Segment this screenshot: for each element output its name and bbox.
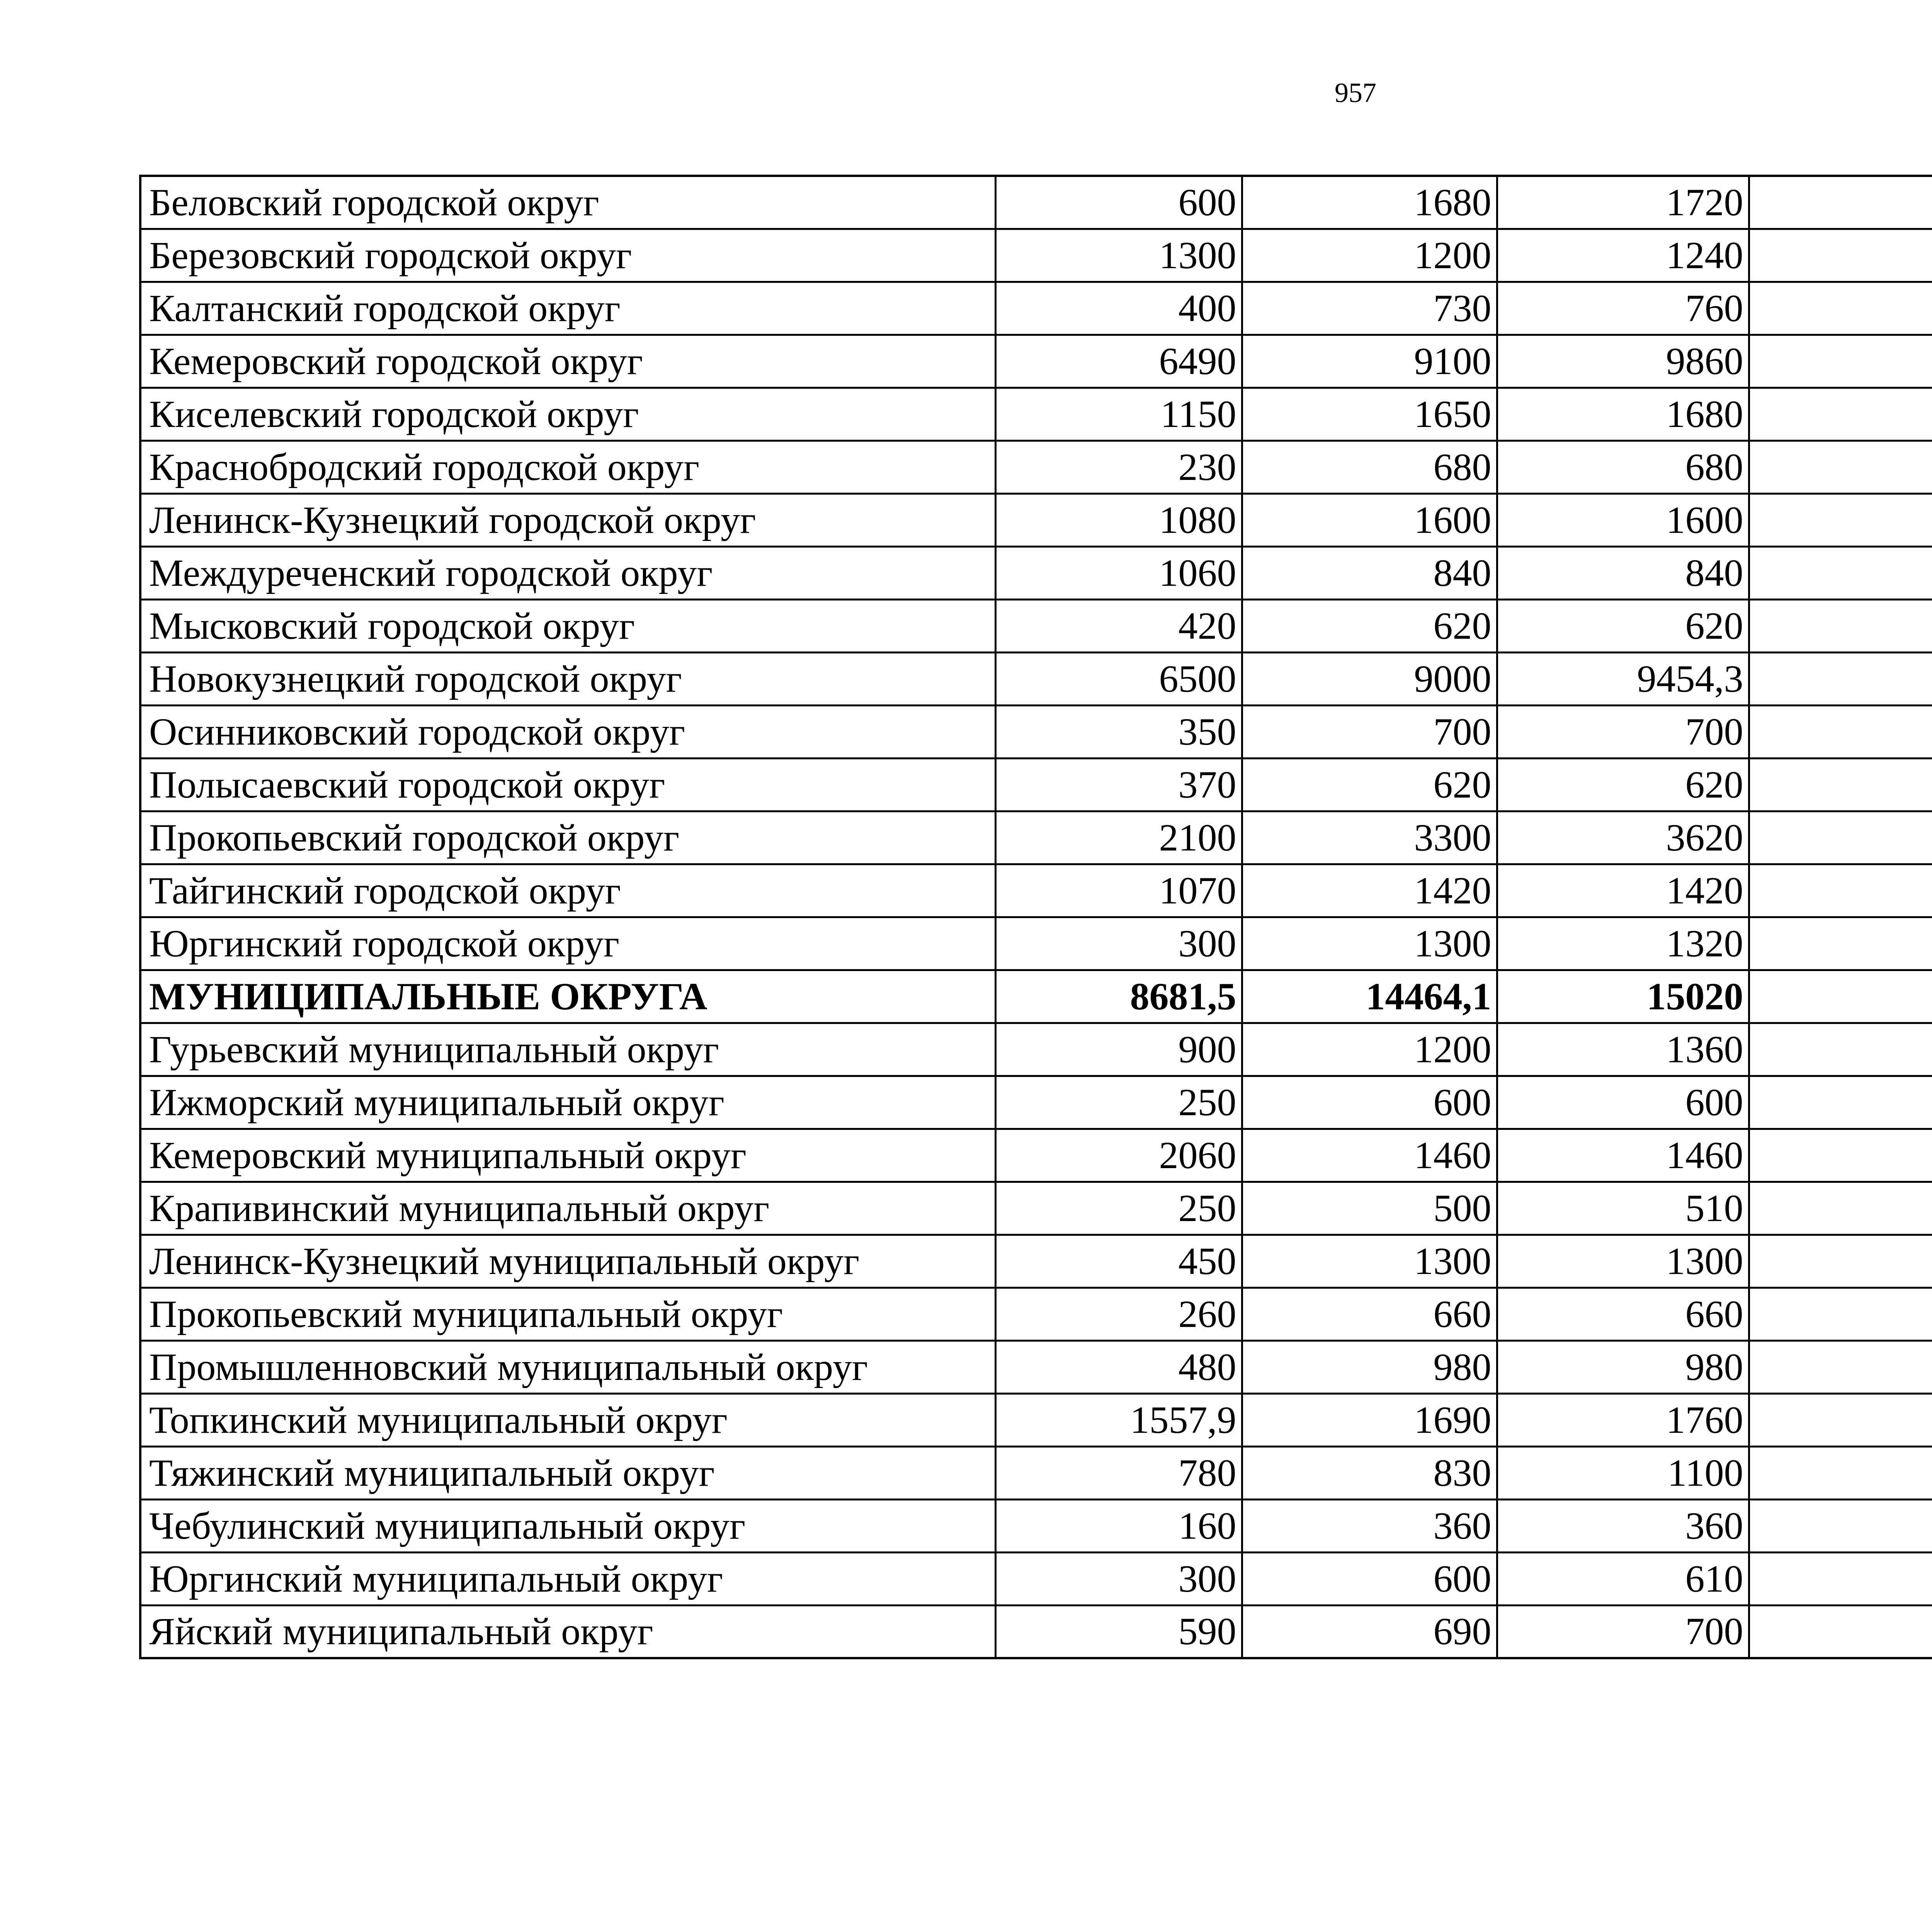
value-cell-col1: 450 bbox=[995, 1235, 1242, 1288]
value-cell-col3: 1240 bbox=[1497, 229, 1749, 282]
value-cell-col1: 250 bbox=[995, 1076, 1242, 1129]
table-row bbox=[140, 599, 1932, 652]
value-cell-col4 bbox=[1749, 229, 1932, 282]
value-cell-col1: 1557,9 bbox=[995, 1393, 1242, 1446]
value-cell-col2: 3300 bbox=[1242, 811, 1497, 864]
value-cell-col2: 600 bbox=[1242, 1076, 1497, 1129]
table-row bbox=[140, 864, 1932, 917]
value-cell-col3: 610 bbox=[1497, 1552, 1749, 1605]
table-row bbox=[140, 1340, 1932, 1393]
table-row bbox=[140, 1446, 1932, 1499]
value-cell-col2: 500 bbox=[1242, 1182, 1497, 1235]
value-cell-col1: 6490 bbox=[995, 335, 1242, 388]
value-cell-col2: 1460 bbox=[1242, 1129, 1497, 1182]
value-cell-col3: 840 bbox=[1497, 546, 1749, 599]
value-cell-col4 bbox=[1749, 1023, 1932, 1076]
table-row bbox=[140, 388, 1932, 441]
value-cell-col3: 620 bbox=[1497, 758, 1749, 811]
value-cell-col3: 1360 bbox=[1497, 1023, 1749, 1076]
page-number: 957 bbox=[1335, 77, 1376, 108]
value-cell-col1: 420 bbox=[995, 599, 1242, 652]
value-cell-col1: 900 bbox=[995, 1023, 1242, 1076]
value-cell-col2: 1300 bbox=[1242, 917, 1497, 970]
value-cell-col2: 620 bbox=[1242, 758, 1497, 811]
value-cell-col2: 1200 bbox=[1242, 229, 1497, 282]
value-cell-col2: 680 bbox=[1242, 441, 1497, 493]
value-cell-col1: 780 bbox=[995, 1446, 1242, 1499]
table-row bbox=[140, 1393, 1932, 1446]
table-row bbox=[140, 758, 1932, 811]
value-cell-col2: 1420 bbox=[1242, 864, 1497, 917]
table-row bbox=[140, 1129, 1932, 1182]
value-cell-col2: 1300 bbox=[1242, 1235, 1497, 1288]
value-cell-col4 bbox=[1749, 811, 1932, 864]
value-cell-col2: 1200 bbox=[1242, 1023, 1497, 1076]
value-cell-col2: 1680 bbox=[1242, 176, 1497, 229]
value-cell-col3: 760 bbox=[1497, 282, 1749, 335]
table-row bbox=[140, 1023, 1932, 1076]
value-cell-col4 bbox=[1749, 599, 1932, 652]
value-cell-col3: 1680 bbox=[1497, 388, 1749, 441]
value-cell-col2: 600 bbox=[1242, 1552, 1497, 1605]
row-name-cell: Ижморский муниципальный округ bbox=[140, 1076, 995, 1129]
value-cell-col3: 510 bbox=[1497, 1182, 1749, 1235]
row-name-cell: Ленинск-Кузнецкий муниципальный округ bbox=[140, 1235, 995, 1288]
value-cell-col3: 360 bbox=[1497, 1499, 1749, 1552]
value-cell-col3: 700 bbox=[1497, 1605, 1749, 1658]
value-cell-col2: 9100 bbox=[1242, 335, 1497, 388]
value-cell-col2: 840 bbox=[1242, 546, 1497, 599]
section-row bbox=[140, 970, 1932, 1023]
row-name-cell: Чебулинский муниципальный округ bbox=[140, 1499, 995, 1552]
table-row bbox=[140, 917, 1932, 970]
value-cell-col4 bbox=[1749, 1499, 1932, 1552]
value-cell-col2: 1690 bbox=[1242, 1393, 1497, 1446]
value-cell-col3: 980 bbox=[1497, 1340, 1749, 1393]
value-cell-col1: 350 bbox=[995, 705, 1242, 758]
table-row bbox=[140, 1076, 1932, 1129]
table-row bbox=[140, 176, 1932, 229]
row-name-cell: Тайгинский городской округ bbox=[140, 864, 995, 917]
row-name-cell: Яйский муниципальный округ bbox=[140, 1605, 995, 1658]
value-cell-col3: 1460 bbox=[1497, 1129, 1749, 1182]
value-cell-col1: 1070 bbox=[995, 864, 1242, 917]
value-cell-col4 bbox=[1749, 1076, 1932, 1129]
value-cell-col1: 6500 bbox=[995, 652, 1242, 705]
value-cell-col3: 700 bbox=[1497, 705, 1749, 758]
value-cell-col2: 1600 bbox=[1242, 493, 1497, 546]
value-cell-col4 bbox=[1749, 705, 1932, 758]
row-name-cell: Гурьевский муниципальный округ bbox=[140, 1023, 995, 1076]
value-cell-col1: 160 bbox=[995, 1499, 1242, 1552]
table-row bbox=[140, 1552, 1932, 1605]
table-row bbox=[140, 1605, 1932, 1658]
value-cell-col3: 1720 bbox=[1497, 176, 1749, 229]
value-cell-col4 bbox=[1749, 864, 1932, 917]
value-cell-col2: 14464,1 bbox=[1242, 970, 1497, 1023]
row-name-cell: Полысаевский городской округ bbox=[140, 758, 995, 811]
value-cell-col2: 700 bbox=[1242, 705, 1497, 758]
value-cell-col3: 620 bbox=[1497, 599, 1749, 652]
table-row bbox=[140, 1235, 1932, 1288]
value-cell-col4 bbox=[1749, 282, 1932, 335]
value-cell-col4 bbox=[1749, 441, 1932, 493]
value-cell-col3: 1320 bbox=[1497, 917, 1749, 970]
row-name-cell: Крапивинский муниципальный округ bbox=[140, 1182, 995, 1235]
value-cell-col2: 360 bbox=[1242, 1499, 1497, 1552]
table-row bbox=[140, 335, 1932, 388]
row-name-cell: Осинниковский городской округ bbox=[140, 705, 995, 758]
value-cell-col1: 300 bbox=[995, 917, 1242, 970]
value-cell-col1: 1060 bbox=[995, 546, 1242, 599]
value-cell-col2: 9000 bbox=[1242, 652, 1497, 705]
row-name-cell: Мысковский городской округ bbox=[140, 599, 995, 652]
row-name-cell: Междуреченский городской округ bbox=[140, 546, 995, 599]
row-name-cell: Киселевский городской округ bbox=[140, 388, 995, 441]
value-cell-col3: 3620 bbox=[1497, 811, 1749, 864]
value-cell-col2: 980 bbox=[1242, 1340, 1497, 1393]
row-name-cell: Беловский городской округ bbox=[140, 176, 995, 229]
table-row bbox=[140, 1288, 1932, 1340]
table-body bbox=[140, 176, 1932, 1658]
value-cell-col4 bbox=[1749, 493, 1932, 546]
value-cell-col1: 400 bbox=[995, 282, 1242, 335]
value-cell-col4 bbox=[1749, 970, 1932, 1023]
value-cell-col2: 1650 bbox=[1242, 388, 1497, 441]
value-cell-col4 bbox=[1749, 388, 1932, 441]
row-name-cell: Тяжинский муниципальный округ bbox=[140, 1446, 995, 1499]
row-name-cell: Прокопьевский городской округ bbox=[140, 811, 995, 864]
value-cell-col3: 1600 bbox=[1497, 493, 1749, 546]
value-cell-col3: 9860 bbox=[1497, 335, 1749, 388]
value-cell-col4 bbox=[1749, 1129, 1932, 1182]
value-cell-col4 bbox=[1749, 758, 1932, 811]
value-cell-col3: 15020 bbox=[1497, 970, 1749, 1023]
value-cell-col4 bbox=[1749, 1288, 1932, 1340]
value-cell-col1: 590 bbox=[995, 1605, 1242, 1658]
value-cell-col3: 1420 bbox=[1497, 864, 1749, 917]
row-name-cell: Промышленновский муниципальный округ bbox=[140, 1340, 995, 1393]
row-name-cell: Ленинск-Кузнецкий городской округ bbox=[140, 493, 995, 546]
value-cell-col4 bbox=[1749, 917, 1932, 970]
row-name-cell: Прокопьевский муниципальный округ bbox=[140, 1288, 995, 1340]
value-cell-col1: 370 bbox=[995, 758, 1242, 811]
value-cell-col3: 680 bbox=[1497, 441, 1749, 493]
value-cell-col4 bbox=[1749, 652, 1932, 705]
table-row bbox=[140, 811, 1932, 864]
value-cell-col1: 1300 bbox=[995, 229, 1242, 282]
row-name-cell: Новокузнецкий городской округ bbox=[140, 652, 995, 705]
row-name-cell: Юргинский муниципальный округ bbox=[140, 1552, 995, 1605]
value-cell-col1: 1080 bbox=[995, 493, 1242, 546]
value-cell-col3: 600 bbox=[1497, 1076, 1749, 1129]
value-cell-col1: 2060 bbox=[995, 1129, 1242, 1182]
table-row bbox=[140, 282, 1932, 335]
value-cell-col1: 8681,5 bbox=[995, 970, 1242, 1023]
value-cell-col4 bbox=[1749, 1182, 1932, 1235]
table-row bbox=[140, 705, 1932, 758]
value-cell-col4 bbox=[1749, 1605, 1932, 1658]
value-cell-col1: 300 bbox=[995, 1552, 1242, 1605]
value-cell-col1: 230 bbox=[995, 441, 1242, 493]
value-cell-col3: 9454,3 bbox=[1497, 652, 1749, 705]
row-name-cell: Кемеровский городской округ bbox=[140, 335, 995, 388]
row-name-cell: Березовский городской округ bbox=[140, 229, 995, 282]
value-cell-col2: 730 bbox=[1242, 282, 1497, 335]
value-cell-col4 bbox=[1749, 1552, 1932, 1605]
table-row bbox=[140, 441, 1932, 493]
value-cell-col3: 1100 bbox=[1497, 1446, 1749, 1499]
table-row bbox=[140, 229, 1932, 282]
row-name-cell: Краснобродский городской округ bbox=[140, 441, 995, 493]
table-row bbox=[140, 1499, 1932, 1552]
table-row bbox=[140, 652, 1932, 705]
value-cell-col4 bbox=[1749, 176, 1932, 229]
row-name-cell: МУНИЦИПАЛЬНЫЕ ОКРУГА bbox=[140, 970, 995, 1023]
value-cell-col4 bbox=[1749, 1235, 1932, 1288]
data-table bbox=[139, 175, 1932, 1659]
value-cell-col1: 1150 bbox=[995, 388, 1242, 441]
value-cell-col1: 260 bbox=[995, 1288, 1242, 1340]
table-row bbox=[140, 546, 1932, 599]
value-cell-col1: 2100 bbox=[995, 811, 1242, 864]
value-cell-col3: 1300 bbox=[1497, 1235, 1749, 1288]
value-cell-col4 bbox=[1749, 1340, 1932, 1393]
value-cell-col4 bbox=[1749, 1393, 1932, 1446]
value-cell-col3: 660 bbox=[1497, 1288, 1749, 1340]
value-cell-col2: 620 bbox=[1242, 599, 1497, 652]
value-cell-col1: 250 bbox=[995, 1182, 1242, 1235]
table-row bbox=[140, 493, 1932, 546]
row-name-cell: Кемеровский муниципальный округ bbox=[140, 1129, 995, 1182]
value-cell-col1: 480 bbox=[995, 1340, 1242, 1393]
value-cell-col4 bbox=[1749, 546, 1932, 599]
value-cell-col4 bbox=[1749, 335, 1932, 388]
row-name-cell: Юргинский городской округ bbox=[140, 917, 995, 970]
row-name-cell: Калтанский городской округ bbox=[140, 282, 995, 335]
value-cell-col2: 690 bbox=[1242, 1605, 1497, 1658]
value-cell-col2: 830 bbox=[1242, 1446, 1497, 1499]
row-name-cell: Топкинский муниципальный округ bbox=[140, 1393, 995, 1446]
value-cell-col4 bbox=[1749, 1446, 1932, 1499]
value-cell-col3: 1760 bbox=[1497, 1393, 1749, 1446]
value-cell-col1: 600 bbox=[995, 176, 1242, 229]
value-cell-col2: 660 bbox=[1242, 1288, 1497, 1340]
table-row bbox=[140, 1182, 1932, 1235]
